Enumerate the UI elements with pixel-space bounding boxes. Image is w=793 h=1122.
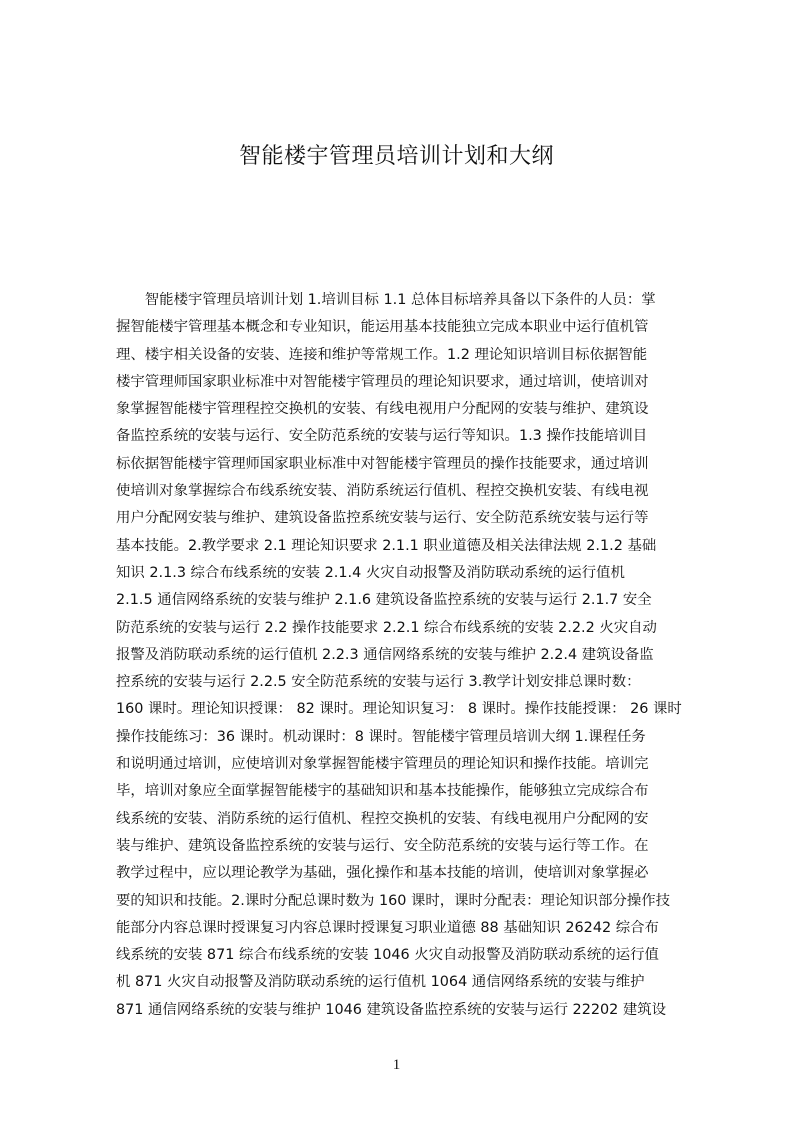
body-line: 操作技能练习：36 课时。机动课时：8 课时。智能楼宇管理员培训大纲 1.课程任务	[116, 728, 646, 745]
body-line: 教学过程中，应以理论教学为基础，强化操作和基本技能的培训，使培训对象掌握必	[116, 865, 649, 882]
document-body	[116, 287, 706, 1032]
body-line: 象掌握智能楼宇管理程控交换机的安装、有线电视用户分配网的安装与维护、建筑设	[116, 401, 649, 418]
body-line: 装与维护、建筑设备监控系统的安装与运行、安全防范系统的安装与运行等工作。在	[116, 837, 649, 854]
body-line: 标依据智能楼宇管理师国家职业标准中对智能楼宇管理员的操作技能要求，通过培训	[116, 455, 649, 472]
document-title: 智能楼宇管理员培训计划和大纲	[238, 144, 554, 169]
page-number: 1	[392, 1057, 401, 1073]
body-line: 线系统的安装 871 综合布线系统的安装 1046 火灾自动报警及消防联动系统的运行值	[116, 947, 659, 964]
body-line: 871 通信网络系统的安装与维护 1046 建筑设备监控系统的安装与运行 22202 建筑设	[116, 1001, 667, 1018]
body-line: 理、楼宇相关设备的安装、连接和维护等常规工作。1.2 理论知识培训目标依据智能	[116, 346, 648, 363]
body-line: 能部分内容总课时授课复习内容总课时授课复习职业道德 88 基础知识 26242 综合布	[116, 919, 659, 936]
body-line: 机 871 火灾自动报警及消防联动系统的运行值机 1064 通信网络系统的安装与维护	[116, 974, 645, 991]
body-line: 报警及消防联动系统的运行值机 2.2.3 通信网络系统的安装与维护 2.2.4 建筑设备监	[116, 646, 654, 663]
body-line: 毕，培训对象应全面掌握智能楼宇的基础知识和基本技能操作，能够独立完成综合布	[116, 783, 649, 800]
body-line: 智能楼宇管理员培训计划 1.培训目标 1.1 总体目标培养具备以下条件的人员：掌	[116, 292, 656, 308]
body-line: 握智能楼宇管理基本概念和专业知识，能运用基本技能独立完成本职业中运行值机管	[116, 319, 649, 336]
body-line: 2.1.5 通信网络系统的安装与维护 2.1.6 建筑设备监控系统的安装与运行 2.1.7 安全	[116, 592, 652, 609]
body-line: 备监控系统的安装与运行、安全防范系统的安装与运行等知识。1.3 操作技能培训目	[116, 428, 648, 445]
body-line: 160 课时。理论知识授课： 82 课时。理论知识复习： 8 课时。操作技能授课： 26 课时	[116, 701, 682, 718]
body-line: 要的知识和技能。2.课时分配总课时数为 160 课时，课时分配表：理论知识部分操作技	[116, 892, 671, 909]
body-line: 楼宇管理师国家职业标准中对智能楼宇管理员的理论知识要求，通过培训，使培训对	[116, 373, 649, 390]
body-line: 线系统的安装、消防系统的运行值机、程控交换机的安装、有线电视用户分配网的安	[116, 810, 649, 827]
body-line: 知识 2.1.3 综合布线系统的安装 2.1.4 火灾自动报警及消防联动系统的运行值机	[116, 564, 625, 581]
body-line: 防范系统的安装与运行 2.2 操作技能要求 2.2.1 综合布线系统的安装 2.2.2 火灾自动	[116, 619, 657, 636]
body-line: 和说明通过培训，应使培训对象掌握智能楼宇管理员的理论知识和操作技能。培训完	[116, 756, 649, 773]
body-line: 使培训对象掌握综合布线系统安装、消防系统运行值机、程控交换机安装、有线电视	[116, 483, 649, 500]
body-line: 用户分配网安装与维护、建筑设备监控系统安装与运行、安全防范系统安装与运行等	[116, 510, 649, 527]
body-line: 基本技能。2.教学要求 2.1 理论知识要求 2.1.1 职业道德及相关法律法规 2.1.2 基础	[116, 537, 657, 554]
body-line: 控系统的安装与运行 2.2.5 安全防范系统的安装与运行 3.教学计划安排总课时数：	[116, 674, 641, 691]
